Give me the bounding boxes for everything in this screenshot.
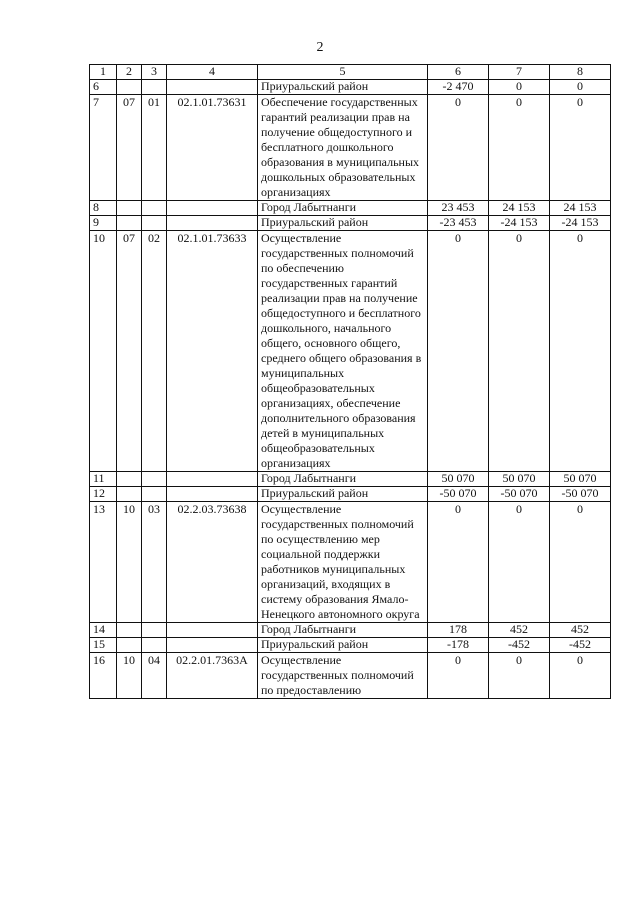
table-row bbox=[90, 638, 611, 653]
value-col-6: -50 070 bbox=[428, 487, 489, 502]
value-col-6: -178 bbox=[428, 638, 489, 653]
column-header: 3 bbox=[142, 65, 167, 80]
subsection-code: 04 bbox=[142, 653, 167, 699]
target-article-code: 02.1.01.73633 bbox=[167, 231, 258, 472]
table-row bbox=[90, 80, 611, 95]
table-row bbox=[90, 653, 611, 699]
target-article-code bbox=[167, 216, 258, 231]
row-name: Приуральский район bbox=[258, 216, 428, 231]
target-article-code bbox=[167, 201, 258, 216]
section-code bbox=[117, 623, 142, 638]
target-article-code bbox=[167, 487, 258, 502]
value-col-7: 50 070 bbox=[489, 472, 550, 487]
subsection-code bbox=[142, 216, 167, 231]
row-number: 9 bbox=[90, 216, 117, 231]
row-name: Осуществление государственных полномочий по обеспечению государственных гарантий реализации прав на получение общедоступного и бесплатного дошкольного, начального общего, основного общего, среднего общего образования в муниципальных общеобразовательных организациях, обеспечение дополнительного образования детей в муниципальных общеобразовательных организациях bbox=[258, 231, 428, 472]
value-col-8: 0 bbox=[550, 80, 611, 95]
row-number: 7 bbox=[90, 95, 117, 201]
value-col-6: 0 bbox=[428, 502, 489, 623]
row-name: Приуральский район bbox=[258, 487, 428, 502]
row-number: 10 bbox=[90, 231, 117, 472]
subsection-code bbox=[142, 623, 167, 638]
value-col-8: 50 070 bbox=[550, 472, 611, 487]
row-number: 13 bbox=[90, 502, 117, 623]
subsection-code: 02 bbox=[142, 231, 167, 472]
column-header: 6 bbox=[428, 65, 489, 80]
section-code bbox=[117, 216, 142, 231]
subsection-code: 03 bbox=[142, 502, 167, 623]
table-header-row bbox=[90, 65, 611, 80]
row-number: 15 bbox=[90, 638, 117, 653]
value-col-8: 0 bbox=[550, 231, 611, 472]
value-col-7: 0 bbox=[489, 80, 550, 95]
section-code: 10 bbox=[117, 502, 142, 623]
value-col-8: 24 153 bbox=[550, 201, 611, 216]
row-number: 11 bbox=[90, 472, 117, 487]
value-col-8: 0 bbox=[550, 95, 611, 201]
value-col-8: 0 bbox=[550, 502, 611, 623]
subsection-code bbox=[142, 201, 167, 216]
value-col-7: 452 bbox=[489, 623, 550, 638]
target-article-code: 02.2.01.7363А bbox=[167, 653, 258, 699]
target-article-code bbox=[167, 80, 258, 95]
target-article-code bbox=[167, 623, 258, 638]
budget-table bbox=[89, 64, 611, 699]
column-header: 5 bbox=[258, 65, 428, 80]
column-header: 1 bbox=[90, 65, 117, 80]
value-col-6: 178 bbox=[428, 623, 489, 638]
value-col-8: -50 070 bbox=[550, 487, 611, 502]
column-header: 2 bbox=[117, 65, 142, 80]
value-col-7: -452 bbox=[489, 638, 550, 653]
value-col-6: 0 bbox=[428, 95, 489, 201]
value-col-7: -24 153 bbox=[489, 216, 550, 231]
section-code bbox=[117, 487, 142, 502]
subsection-code bbox=[142, 472, 167, 487]
subsection-code bbox=[142, 487, 167, 502]
table-row bbox=[90, 95, 611, 201]
section-code bbox=[117, 80, 142, 95]
value-col-7: 0 bbox=[489, 502, 550, 623]
value-col-6: 0 bbox=[428, 653, 489, 699]
value-col-7: 0 bbox=[489, 231, 550, 472]
target-article-code bbox=[167, 472, 258, 487]
value-col-7: 0 bbox=[489, 95, 550, 201]
page-number: 2 bbox=[316, 40, 324, 55]
subsection-code bbox=[142, 80, 167, 95]
row-number: 14 bbox=[90, 623, 117, 638]
target-article-code bbox=[167, 638, 258, 653]
row-name: Приуральский район bbox=[258, 80, 428, 95]
value-col-6: 50 070 bbox=[428, 472, 489, 487]
table-row bbox=[90, 216, 611, 231]
value-col-6: 23 453 bbox=[428, 201, 489, 216]
value-col-7: 24 153 bbox=[489, 201, 550, 216]
row-name: Приуральский район bbox=[258, 638, 428, 653]
value-col-6: 0 bbox=[428, 231, 489, 472]
table-row bbox=[90, 231, 611, 472]
row-number: 12 bbox=[90, 487, 117, 502]
column-header: 8 bbox=[550, 65, 611, 80]
value-col-8: -452 bbox=[550, 638, 611, 653]
row-name: Осуществление государственных полномочий по предоставлению bbox=[258, 653, 428, 699]
table-row bbox=[90, 472, 611, 487]
table-row bbox=[90, 201, 611, 216]
value-col-6: -2 470 bbox=[428, 80, 489, 95]
subsection-code: 01 bbox=[142, 95, 167, 201]
row-name: Город Лабытнанги bbox=[258, 201, 428, 216]
section-code bbox=[117, 472, 142, 487]
section-code: 07 bbox=[117, 231, 142, 472]
value-col-7: 0 bbox=[489, 653, 550, 699]
subsection-code bbox=[142, 638, 167, 653]
value-col-8: 0 bbox=[550, 653, 611, 699]
value-col-8: 452 bbox=[550, 623, 611, 638]
row-number: 8 bbox=[90, 201, 117, 216]
column-header: 7 bbox=[489, 65, 550, 80]
section-code: 10 bbox=[117, 653, 142, 699]
row-name: Обеспечение государственных гарантий реализации прав на получение общедоступного и бесплатного дошкольного образования в муниципальных дошкольных образовательных организациях bbox=[258, 95, 428, 201]
value-col-6: -23 453 bbox=[428, 216, 489, 231]
target-article-code: 02.1.01.73631 bbox=[167, 95, 258, 201]
section-code bbox=[117, 638, 142, 653]
value-col-8: -24 153 bbox=[550, 216, 611, 231]
table-row bbox=[90, 487, 611, 502]
column-header: 4 bbox=[167, 65, 258, 80]
row-name: Осуществление государственных полномочий по осуществлению мер социальной поддержки работников муниципальных организаций, входящих в систему образования Ямало-Ненецкого автономного округа bbox=[258, 502, 428, 623]
row-number: 6 bbox=[90, 80, 117, 95]
target-article-code: 02.2.03.73638 bbox=[167, 502, 258, 623]
row-number: 16 bbox=[90, 653, 117, 699]
table-row bbox=[90, 623, 611, 638]
section-code: 07 bbox=[117, 95, 142, 201]
value-col-7: -50 070 bbox=[489, 487, 550, 502]
table-row bbox=[90, 502, 611, 623]
row-name: Город Лабытнанги bbox=[258, 623, 428, 638]
row-name: Город Лабытнанги bbox=[258, 472, 428, 487]
section-code bbox=[117, 201, 142, 216]
